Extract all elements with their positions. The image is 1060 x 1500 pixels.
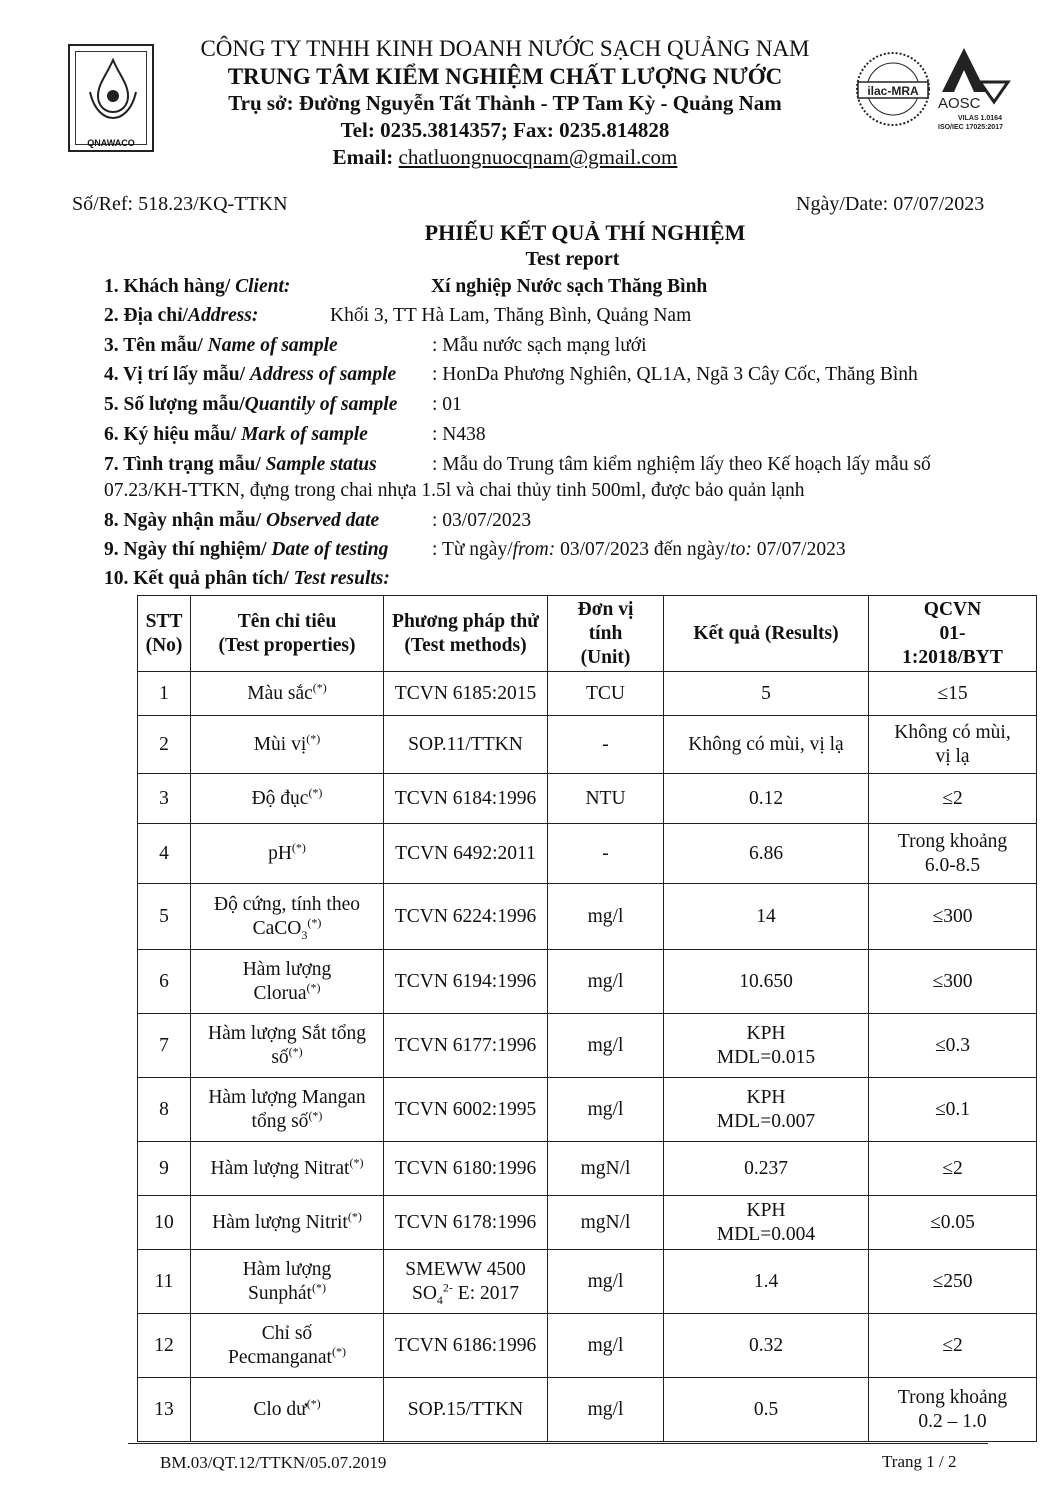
info-testing-date: 9. Ngày thí nghiệm/ Date of testing [104,539,389,560]
company-name: CÔNG TY TNHH KINH DOANH NƯỚC SẠCH QUẢNG NAM [200,36,810,61]
status-value-line1: : Mẫu do Trung tâm kiểm nghiệm lấy theo Kế hoạch lấy mẫu số [432,454,931,475]
ilac-seal-icon [852,48,934,130]
header-no: STT (No) [138,596,191,672]
results-table [137,595,1037,1442]
info-quantity: 5. Số lượng mẫu/Quantily of sample [104,394,398,415]
logo-text: QNAWACO [87,138,135,148]
ilac-text: ilac-MRA [867,84,919,98]
info-status: 7. Tình trạng mẫu/ Sample status [104,454,377,475]
info-client: 1. Khách hàng/ Client: [104,276,291,297]
aosc-logo [936,42,1016,132]
mark-value: : N438 [432,424,486,445]
info-mark: 6. Ký hiệu mẫu/ Mark of sample [104,424,368,445]
table-row: 9 Hàm lượng Nitrat(*) TCVN 6180:1996 mgN/l 0.237 ≤2 [138,1142,1037,1196]
location-value: : HonDa Phương Nghiên, QL1A, Ngã 3 Cây Cốc, Thăng Bình [432,364,918,385]
aosc-text: AOSC [938,95,981,112]
table-row: 12 Chỉ số Pecmanganat(*) TCVN 6186:1996 mg/l 0.32 ≤2 [138,1314,1037,1378]
email-line [160,145,850,170]
table-row: 7 Hàm lượng Sắt tổng số(*) TCVN 6177:1996 mg/l KPH MDL=0.015 ≤0.3 [138,1014,1037,1078]
report-subtitle: Test report [525,248,620,270]
vilas-text: VILAS 1.0164 [958,115,1002,122]
iso-text: ISO/IEC 17025:2017 [938,124,1003,131]
table-row: 5 Độ cứng, tính theo CaCO$_3$(*) TCVN 6224:1996 mg/l 14 ≤300 [138,884,1037,950]
header-unit: Đơn vị tính (Unit) [548,596,664,672]
table-header-row [138,596,1037,672]
observed-date-value: : 03/07/2023 [432,510,532,531]
info-address: 2. Địa chỉ/Address: [104,305,259,326]
report-date: Ngày/Date: 07/07/2023 [796,193,985,215]
email-label: Email: [332,145,394,169]
status-value-line2: 07.23/KH-TTKN, đựng trong chai nhựa 1.5l và chai thủy tinh 500ml, được bảo quản lạnh [104,480,805,501]
report-title: PHIẾU KẾT QUẢ THÍ NGHIỆM [424,220,746,245]
header-qcvn: QCVN 01- 1:2018/BYT [869,596,1037,672]
table-row: 6 Hàm lượng Clorua(*) TCVN 6194:1996 mg/l 10.650 ≤300 [138,950,1037,1014]
client-value: Xí nghiệp Nước sạch Thăng Bình [431,276,708,297]
table-row: 2 Mùi vị(*) SOP.11/TTKN - Không có mùi, vị lạ Không có mùi, vị lạ [138,716,1037,774]
table-row: 8 Hàm lượng Mangan tổng số(*) TCVN 6002:1995 mg/l KPH MDL=0.007 ≤0.1 [138,1078,1037,1142]
testing-date-value: : Từ ngày/from: 03/07/2023 đến ngày/to: 07/07/2023 [432,539,846,560]
page-number: Trang 1 / 2 [882,1452,957,1471]
header-properties: Tên chỉ tiêu (Test properties) [191,596,384,672]
header-results: Kết quả (Results) [664,596,869,672]
email-link[interactable]: chatluongnuocqnam@gmail.com [398,145,678,169]
info-observed-date: 8. Ngày nhận mẫu/ Observed date [104,510,380,531]
info-sample-name: 3. Tên mẫu/ Name of sample [104,335,338,356]
info-location: 4. Vị trí lấy mẫu/ Address of sample [104,364,397,385]
table-row: 13 Clo dư(*) SOP.15/TTKN mg/l 0.5 Trong khoảng 0.2 – 1.0 [138,1378,1037,1442]
footer-divider [128,1443,988,1444]
info-test-results: 10. Kết quả phân tích/ Test results: [104,568,390,589]
table-row: 1 Màu sắc(*) TCVN 6185:2015 TCU 5 ≤15 [138,672,1037,716]
center-name: TRUNG TÂM KIỂM NGHIỆM CHẤT LƯỢNG NƯỚC [227,64,783,89]
quantity-value: : 01 [432,394,462,415]
water-drop-logo-icon [76,52,150,132]
sample-name-value: : Mẫu nước sạch mạng lưới [432,335,647,356]
ilac-mra-logo [852,48,934,130]
table-row: 4 pH(*) TCVN 6492:2011 - 6.86 Trong khoảng 6.0-8.5 [138,824,1037,884]
aosc-triangle-icon [936,42,1016,132]
phone-line: Tel: 0235.3814357; Fax: 0235.814828 [340,118,670,142]
table-row: 11 Hàm lượng Sunphát(*) SMEWW 4500 $SO_4^{2-}$ E: 2017 mg/l 1.4 ≤250 [138,1250,1037,1314]
address-line: Trụ sở: Đường Nguyễn Tất Thành - TP Tam Kỳ - Quảng Nam [228,91,782,115]
table-row: 10 Hàm lượng Nitrit(*) TCVN 6178:1996 mgN/l KPH MDL=0.004 ≤0.05 [138,1196,1037,1250]
company-logo [68,44,154,152]
header-methods: Phương pháp thử (Test methods) [384,596,548,672]
form-code: BM.03/QT.12/TTKN/05.07.2019 [160,1453,387,1472]
table-row: 3 Độ đục(*) TCVN 6184:1996 NTU 0.12 ≤2 [138,774,1037,824]
address-value: Khối 3, TT Hà Lam, Thăng Bình, Quảng Nam [330,305,692,326]
reference-number: Số/Ref: 518.23/KQ-TTKN [72,193,288,215]
